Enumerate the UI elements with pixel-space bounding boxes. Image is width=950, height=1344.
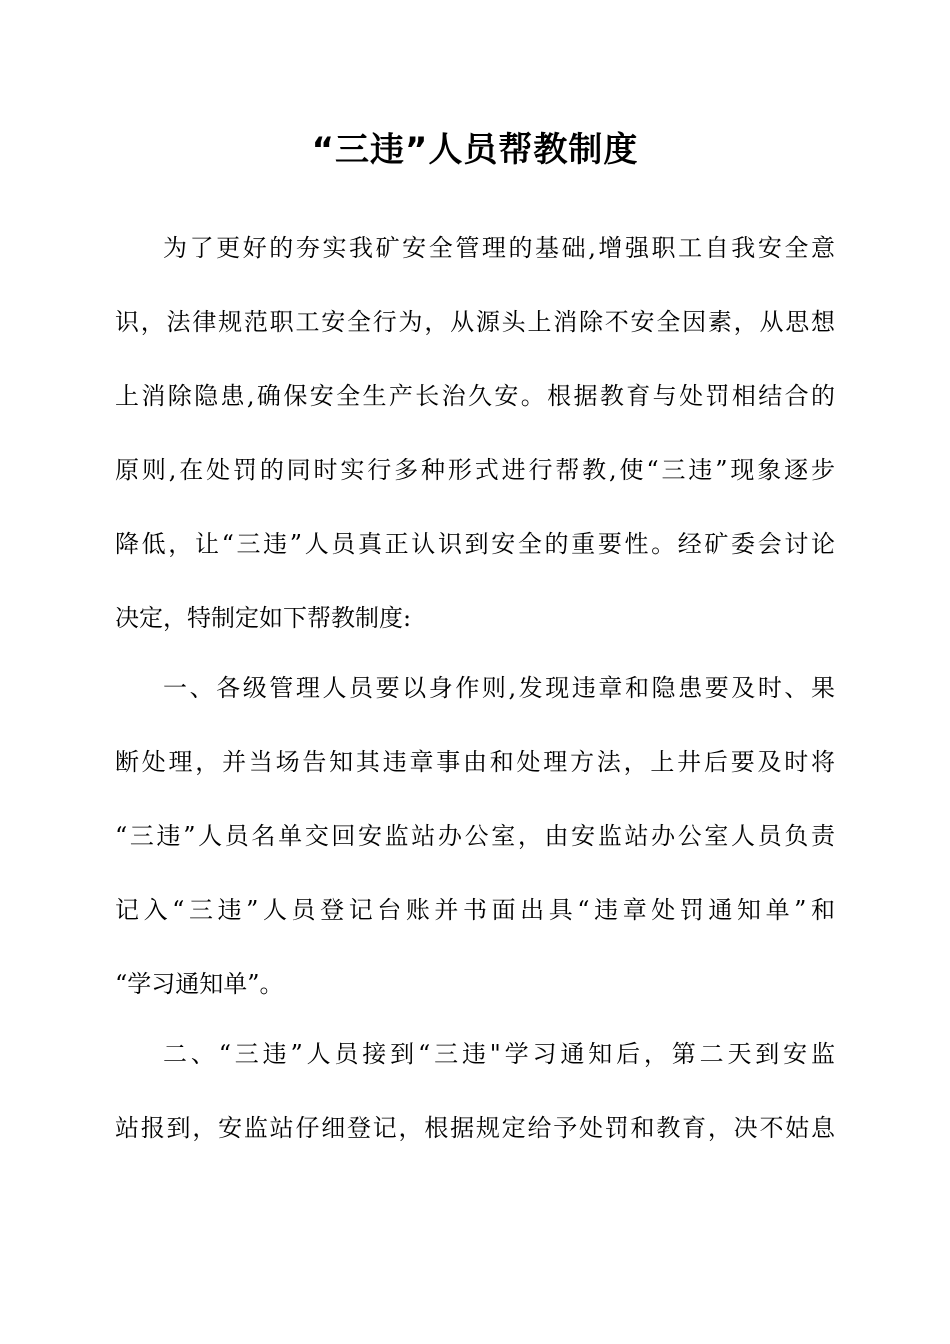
paragraph-2-line-5: “学习通知单”。 xyxy=(115,970,284,998)
paragraph-1-line-2: 识，法律规范职工安全行为，从源头上消除不安全因素，从思想 xyxy=(115,308,835,336)
paragraph-1-line-6: 决定，特制定如下帮教制度: xyxy=(115,604,412,632)
paragraph-2-line-4: 记入“三违”人员登记台账并书面出具“违章处罚通知单”和 xyxy=(115,896,835,924)
paragraph-2-line-3: “三违”人员名单交回安监站办公室，由安监站办公室人员负责 xyxy=(115,822,835,850)
paragraph-2-line-1: 一、各级管理人员要以身作则,发现违章和隐患要及时、果 xyxy=(163,674,835,702)
paragraph-3-line-1: 二、“三违”人员接到“三违"学习通知后，第二天到安监 xyxy=(163,1040,835,1068)
paragraph-1-line-5: 降低，让“三违”人员真正认识到安全的重要性。经矿委会讨论 xyxy=(115,530,835,558)
paragraph-1-line-3: 上消除隐患,确保安全生产长治久安。根据教育与处罚相结合的 xyxy=(115,382,835,410)
paragraph-1-line-1: 为了更好的夯实我矿安全管理的基础,增强职工自我安全意 xyxy=(163,234,835,262)
document-title: “三违”人员帮教制度 xyxy=(311,130,639,170)
paragraph-2-line-2: 断处理，并当场告知其违章事由和处理方法，上井后要及时将 xyxy=(115,748,835,776)
paragraph-1-line-4: 原则,在处罚的同时实行多种形式进行帮教,使“三违”现象逐步 xyxy=(115,456,835,484)
paragraph-3-line-2: 站报到，安监站仔细登记，根据规定给予处罚和教育，决不姑息 xyxy=(115,1114,835,1142)
